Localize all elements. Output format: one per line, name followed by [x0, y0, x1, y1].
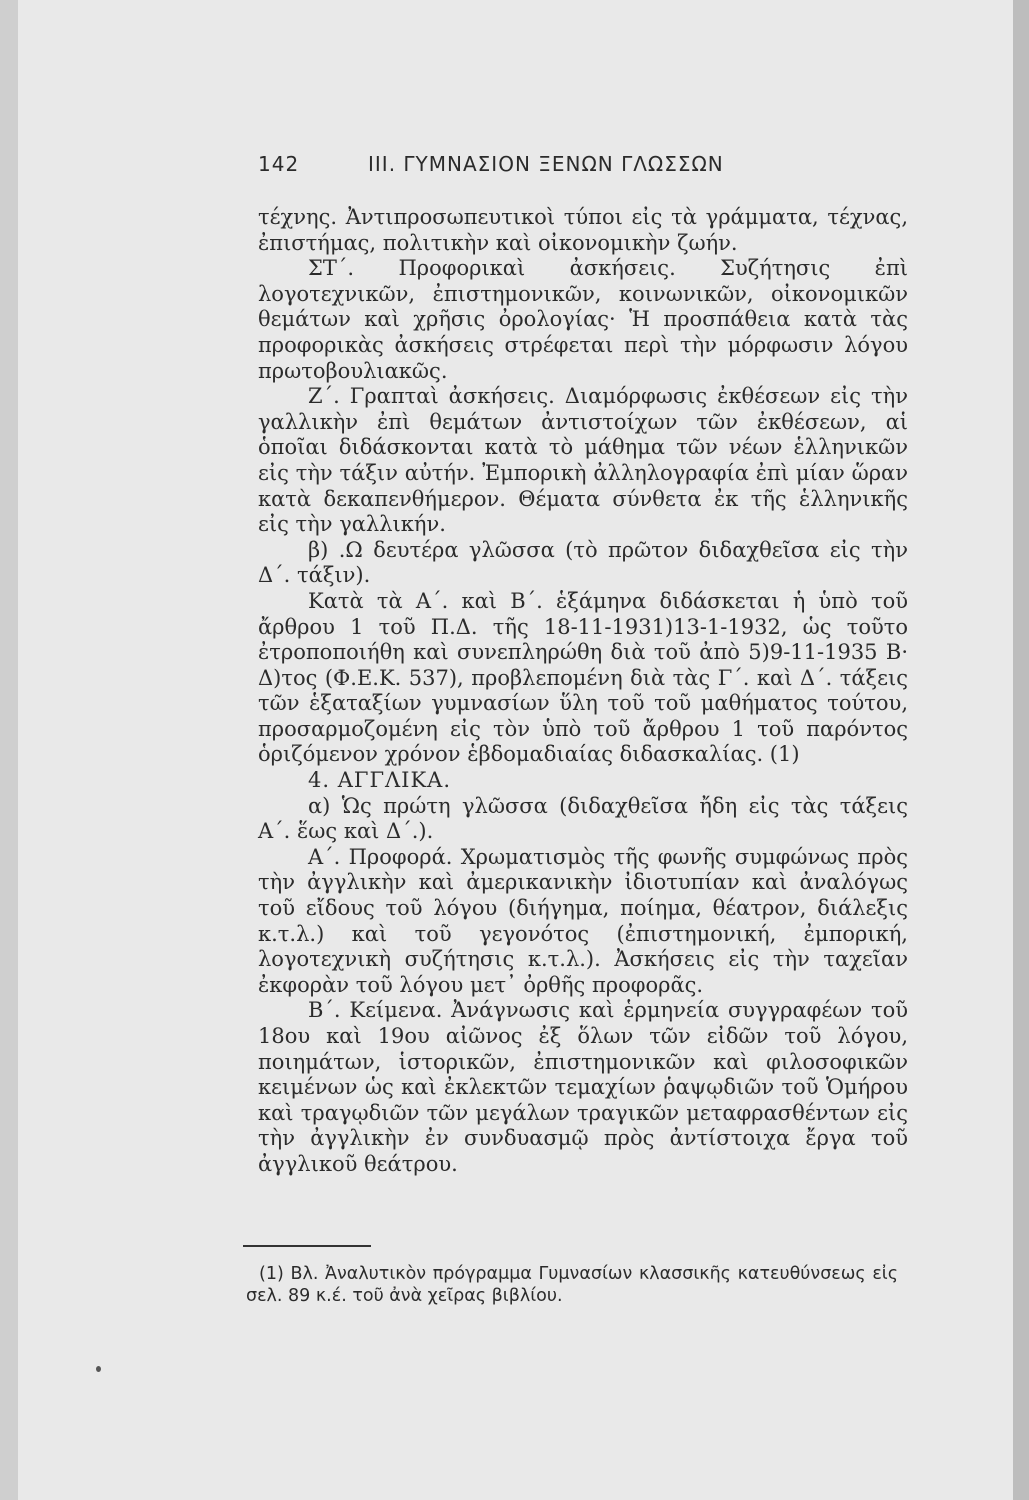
scan-speck: [96, 1366, 101, 1372]
footnote: [246, 1263, 898, 1307]
running-header: [258, 152, 818, 176]
paragraph: τέχνης. Ἀντιπροσωπευτικοὶ τύποι εἰς τὰ γράμματα, τέχνας, ἐπιστήμας, πολιτικὴν καὶ οἰκονομικὴν ζωήν.: [258, 205, 908, 255]
paragraph: Β΄. Κείμενα. Ἀνάγνωσις καὶ ἑρμηνεία συγγραφέων τοῦ 18ου καὶ 19ου αἰῶνος ἐξ ὅλων τῶν εἰδῶν τοῦ λόγου, ποιημάτων, ἱστορικῶν, ἐπιστημονικῶν καὶ φιλοσοφικῶν κειμένων ὡς καὶ ἐκλεκτῶν τεμαχίων ῥαψῳδιῶν τοῦ Ὁμήρου καὶ τραγῳδιῶν τῶν μεγάλων τραγικῶν μεταφρασθέντων εἰς τὴν ἀγγλικὴν ἐν συνδυασμῷ πρὸς ἀντίστοιχα ἔργα τοῦ ἀγγλικοῦ θεάτρου.: [258, 998, 908, 1176]
scan-right-margin: [1013, 0, 1029, 1500]
page-number: 142: [258, 152, 300, 176]
body-text: [258, 205, 908, 1178]
running-title: ΙΙΙ. ΓΥΜΝΑΣΙΟΝ ΞΕΝΩΝ ΓΛΩΣΣΩΝ: [368, 152, 724, 176]
paragraph: Α΄. Προφορά. Χρωματισμὸς τῆς φωνῆς συμφώνως πρὸς τὴν ἀγγλικὴν καὶ ἀμερικανικὴν ἰδιοτυπίαν καὶ ἀναλόγως τοῦ εἴδους τοῦ λόγου (διήγημα, ποίημα, θέατρον, διάλεξις κ.τ.λ.) καὶ τοῦ γεγονότος (ἐπιστημονική, ἐμπορική, λογοτεχνικὴ συζήτησις κ.τ.λ.). Ἀσκήσεις εἰς τὴν ταχεῖαν ἐκφορὰν τοῦ λόγου μετ᾽ ὀρθῆς προφορᾶς.: [258, 844, 908, 997]
paragraph: α) Ὡς πρώτη γλῶσσα (διδαχθεῖσα ἤδη εἰς τὰς τάξεις Α΄. ἕως καὶ Δ΄.).: [258, 793, 908, 844]
footnote-text: (1) Βλ. Ἀναλυτικὸν πρόγραμμα Γυμνασίων κλασσικῆς κατευθύνσεως εἰς σελ. 89 κ.έ. τοῦ ἀνὰ χεῖρας βιβλίου.: [246, 1264, 898, 1306]
paragraph: ΣΤ΄. Προφορικαὶ ἀσκήσεις. Συζήτησις ἐπὶ λογοτεχνικῶν, ἐπιστημονικῶν, κοινωνικῶν, οἰκονομικῶν θεμάτων καὶ χρῆσις ὀρολογίας· Ἡ προσπάθεια κατὰ τὰς προφορικὰς ἀσκήσεις στρέφεται περὶ τὴν μόρφωσιν λόγου πρωτοβουλιακῶς.: [258, 256, 908, 383]
scan-left-margin: [0, 0, 18, 1500]
paragraph: β) .Ω δευτέρα γλῶσσα (τὸ πρῶτον διδαχθεῖσα εἰς τὴν Δ΄. τάξιν).: [258, 537, 908, 588]
footnote-rule: [243, 1245, 371, 1247]
paragraph: Κατὰ τὰ Α΄. καὶ Β΄. ἑξάμηνα διδάσκεται ἡ ὑπὸ τοῦ ἄρθρου 1 τοῦ Π.Δ. τῆς 18-11-1931)13-1-1932, ὡς τοῦτο ἐτροποποιήθη καὶ συνεπληρώθη διὰ τοῦ ἀπὸ 5)9-11-1935 Β· Δ)τος (Φ.Ε.Κ. 537), προβλεπομένη διὰ τὰς Γ΄. καὶ Δ΄. τάξεις τῶν ἑξαταξίων γυμνασίων ὕλη τοῦ τοῦ μαθήματος τούτου, προσαρμοζομένη εἰς τὸν ὑπὸ τοῦ ἄρθρου 1 τοῦ παρόντος ὁριζόμενον χρόνον ἑβδομαδιαίας διδασκαλίας. (1): [258, 588, 908, 767]
section-heading: 4. ΑΓΓΛΙΚΑ.: [308, 768, 452, 793]
paragraph: Ζ΄. Γραπταὶ ἀσκήσεις. Διαμόρφωσις ἐκθέσεων εἰς τὴν γαλλικὴν ἐπὶ θεμάτων ἀντιστοίχων τῶν ἐκθέσεων, αἱ ὁποῖαι διδάσκονται κατὰ τὸ μάθημα τῶν νέων ἑλληνικῶν εἰς τὴν τάξιν αὐτήν. Ἐμπορικὴ ἀλληλογραφία ἐπὶ μίαν ὥραν κατὰ δεκαπενθήμερον. Θέματα σύνθετα ἐκ τῆς ἑλληνικῆς εἰς τὴν γαλλικήν.: [258, 384, 908, 537]
